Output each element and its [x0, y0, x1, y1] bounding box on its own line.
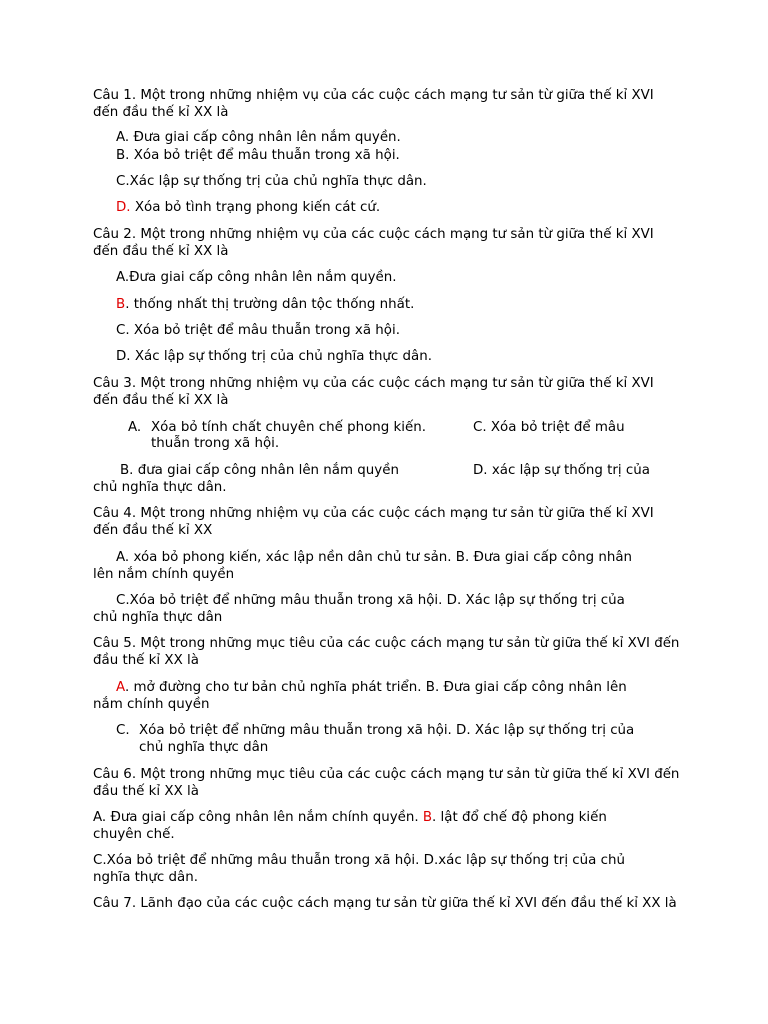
option-text: . lật đổ chế độ phong kiến: [432, 810, 607, 825]
question-2-stem: Câu 2. Một trong những nhiệm vụ của các cuộc cách mạng tư sản từ giữa thế kỉ XVI đến đầu thế kỉ XX là: [93, 227, 654, 259]
question-5-option-c-letter: C.: [116, 723, 130, 738]
question-3-option-a: Xóa bỏ tính chất chuyên chế phong kiến.: [151, 420, 427, 435]
question-5-stem: Câu 5. Một trong những mục tiêu của các cuộc cách mạng tư sản từ giữa thế kỉ XVI đến đầu thế kỉ XX là: [93, 636, 680, 668]
question-3-option-c-line1: C. Xóa bỏ triệt để mâu: [473, 420, 625, 435]
question-4-options-cd-line1: C.Xóa bỏ triệt để những mâu thuẫn trong xã hội. D. Xác lập sự thống trị của: [116, 593, 625, 608]
question-3-option-d-line2: chủ nghĩa thực dân.: [93, 480, 227, 495]
question-2-option-c: C. Xóa bỏ triệt để mâu thuẫn trong xã hội.: [116, 323, 400, 338]
question-4-options-ab-line2: lên nắm chính quyền: [93, 567, 235, 582]
question-5-options-cd-line2: chủ nghĩa thực dân: [139, 740, 269, 755]
question-1-option-b: B. Xóa bỏ triệt để mâu thuẫn trong xã hội.: [116, 148, 400, 163]
question-3-option-c-line2: thuẫn trong xã hội.: [151, 436, 280, 451]
question-6-options-ab-line1: [93, 809, 607, 826]
question-1-option-a: A. Đưa giai cấp công nhân lên nắm quyền.: [116, 130, 401, 145]
question-4-options-cd-line2: chủ nghĩa thực dân: [93, 610, 223, 625]
question-3-option-d-line1: D. xác lập sự thống trị của: [473, 463, 650, 478]
question-6-options-cd-line2: nghĩa thực dân.: [93, 870, 198, 885]
question-2-option-b: [116, 296, 706, 313]
answer-marker: D.: [116, 200, 131, 215]
option-text: Xóa bỏ tình trạng phong kiến cát cứ.: [130, 200, 381, 215]
question-4-stem: Câu 4. Một trong những nhiệm vụ của các cuộc cách mạng tư sản từ giữa thế kỉ XVI đến đầu thế kỉ XX: [93, 506, 654, 538]
option-text: A. Đưa giai cấp công nhân lên nắm chính quyền.: [93, 810, 423, 825]
answer-marker: B: [422, 810, 433, 825]
answer-marker: A: [116, 680, 125, 695]
question-5-options-ab-line2: nắm chính quyền: [93, 697, 210, 712]
question-3-option-b: B. đưa giai cấp công nhân lên nắm quyền: [120, 463, 399, 478]
question-6-stem: Câu 6. Một trong những mục tiêu của các cuộc cách mạng tư sản từ giữa thế kỉ XVI đến đầu thế kỉ XX là: [93, 767, 680, 799]
question-4-options-ab-line1: A. xóa bỏ phong kiến, xác lập nền dân chủ tư sản. B. Đưa giai cấp công nhân: [116, 550, 633, 565]
question-2-option-a: A.Đưa giai cấp công nhân lên nắm quyền.: [116, 270, 397, 285]
question-1-option-c: C.Xác lập sự thống trị của chủ nghĩa thực dân.: [116, 174, 427, 189]
answer-marker: B: [116, 297, 126, 312]
question-3-option-a-letter: A.: [128, 420, 142, 435]
question-3-stem: Câu 3. Một trong những nhiệm vụ của các cuộc cách mạng tư sản từ giữa thế kỉ XVI đến đầu thế kỉ XX là: [93, 376, 654, 408]
question-5-options-cd-line1: Xóa bỏ triệt để những mâu thuẫn trong xã hội. D. Xác lập sự thống trị của: [139, 723, 635, 738]
question-5-options-ab-line1: [116, 679, 627, 696]
question-6-options-ab-line2: chuyên chế.: [93, 827, 175, 842]
question-1-option-d: [116, 199, 706, 216]
question-1-stem: Câu 1. Một trong những nhiệm vụ của các cuộc cách mạng tư sản từ giữa thế kỉ XVI đến đầu thế kỉ XX là: [93, 88, 654, 120]
option-text: . thống nhất thị trường dân tộc thống nhất.: [125, 297, 415, 312]
question-7-stem: Câu 7. Lãnh đạo của các cuộc cách mạng tư sản từ giữa thế kỉ XVI đến đầu thế kỉ XX là: [93, 896, 677, 911]
question-2-option-d: D. Xác lập sự thống trị của chủ nghĩa thực dân.: [116, 349, 432, 364]
question-6-options-cd-line1: C.Xóa bỏ triệt để những mâu thuẫn trong xã hội. D.xác lập sự thống trị của chủ: [93, 853, 625, 868]
option-text: . mở đường cho tư bản chủ nghĩa phát triển. B. Đưa giai cấp công nhân lên: [124, 680, 627, 695]
